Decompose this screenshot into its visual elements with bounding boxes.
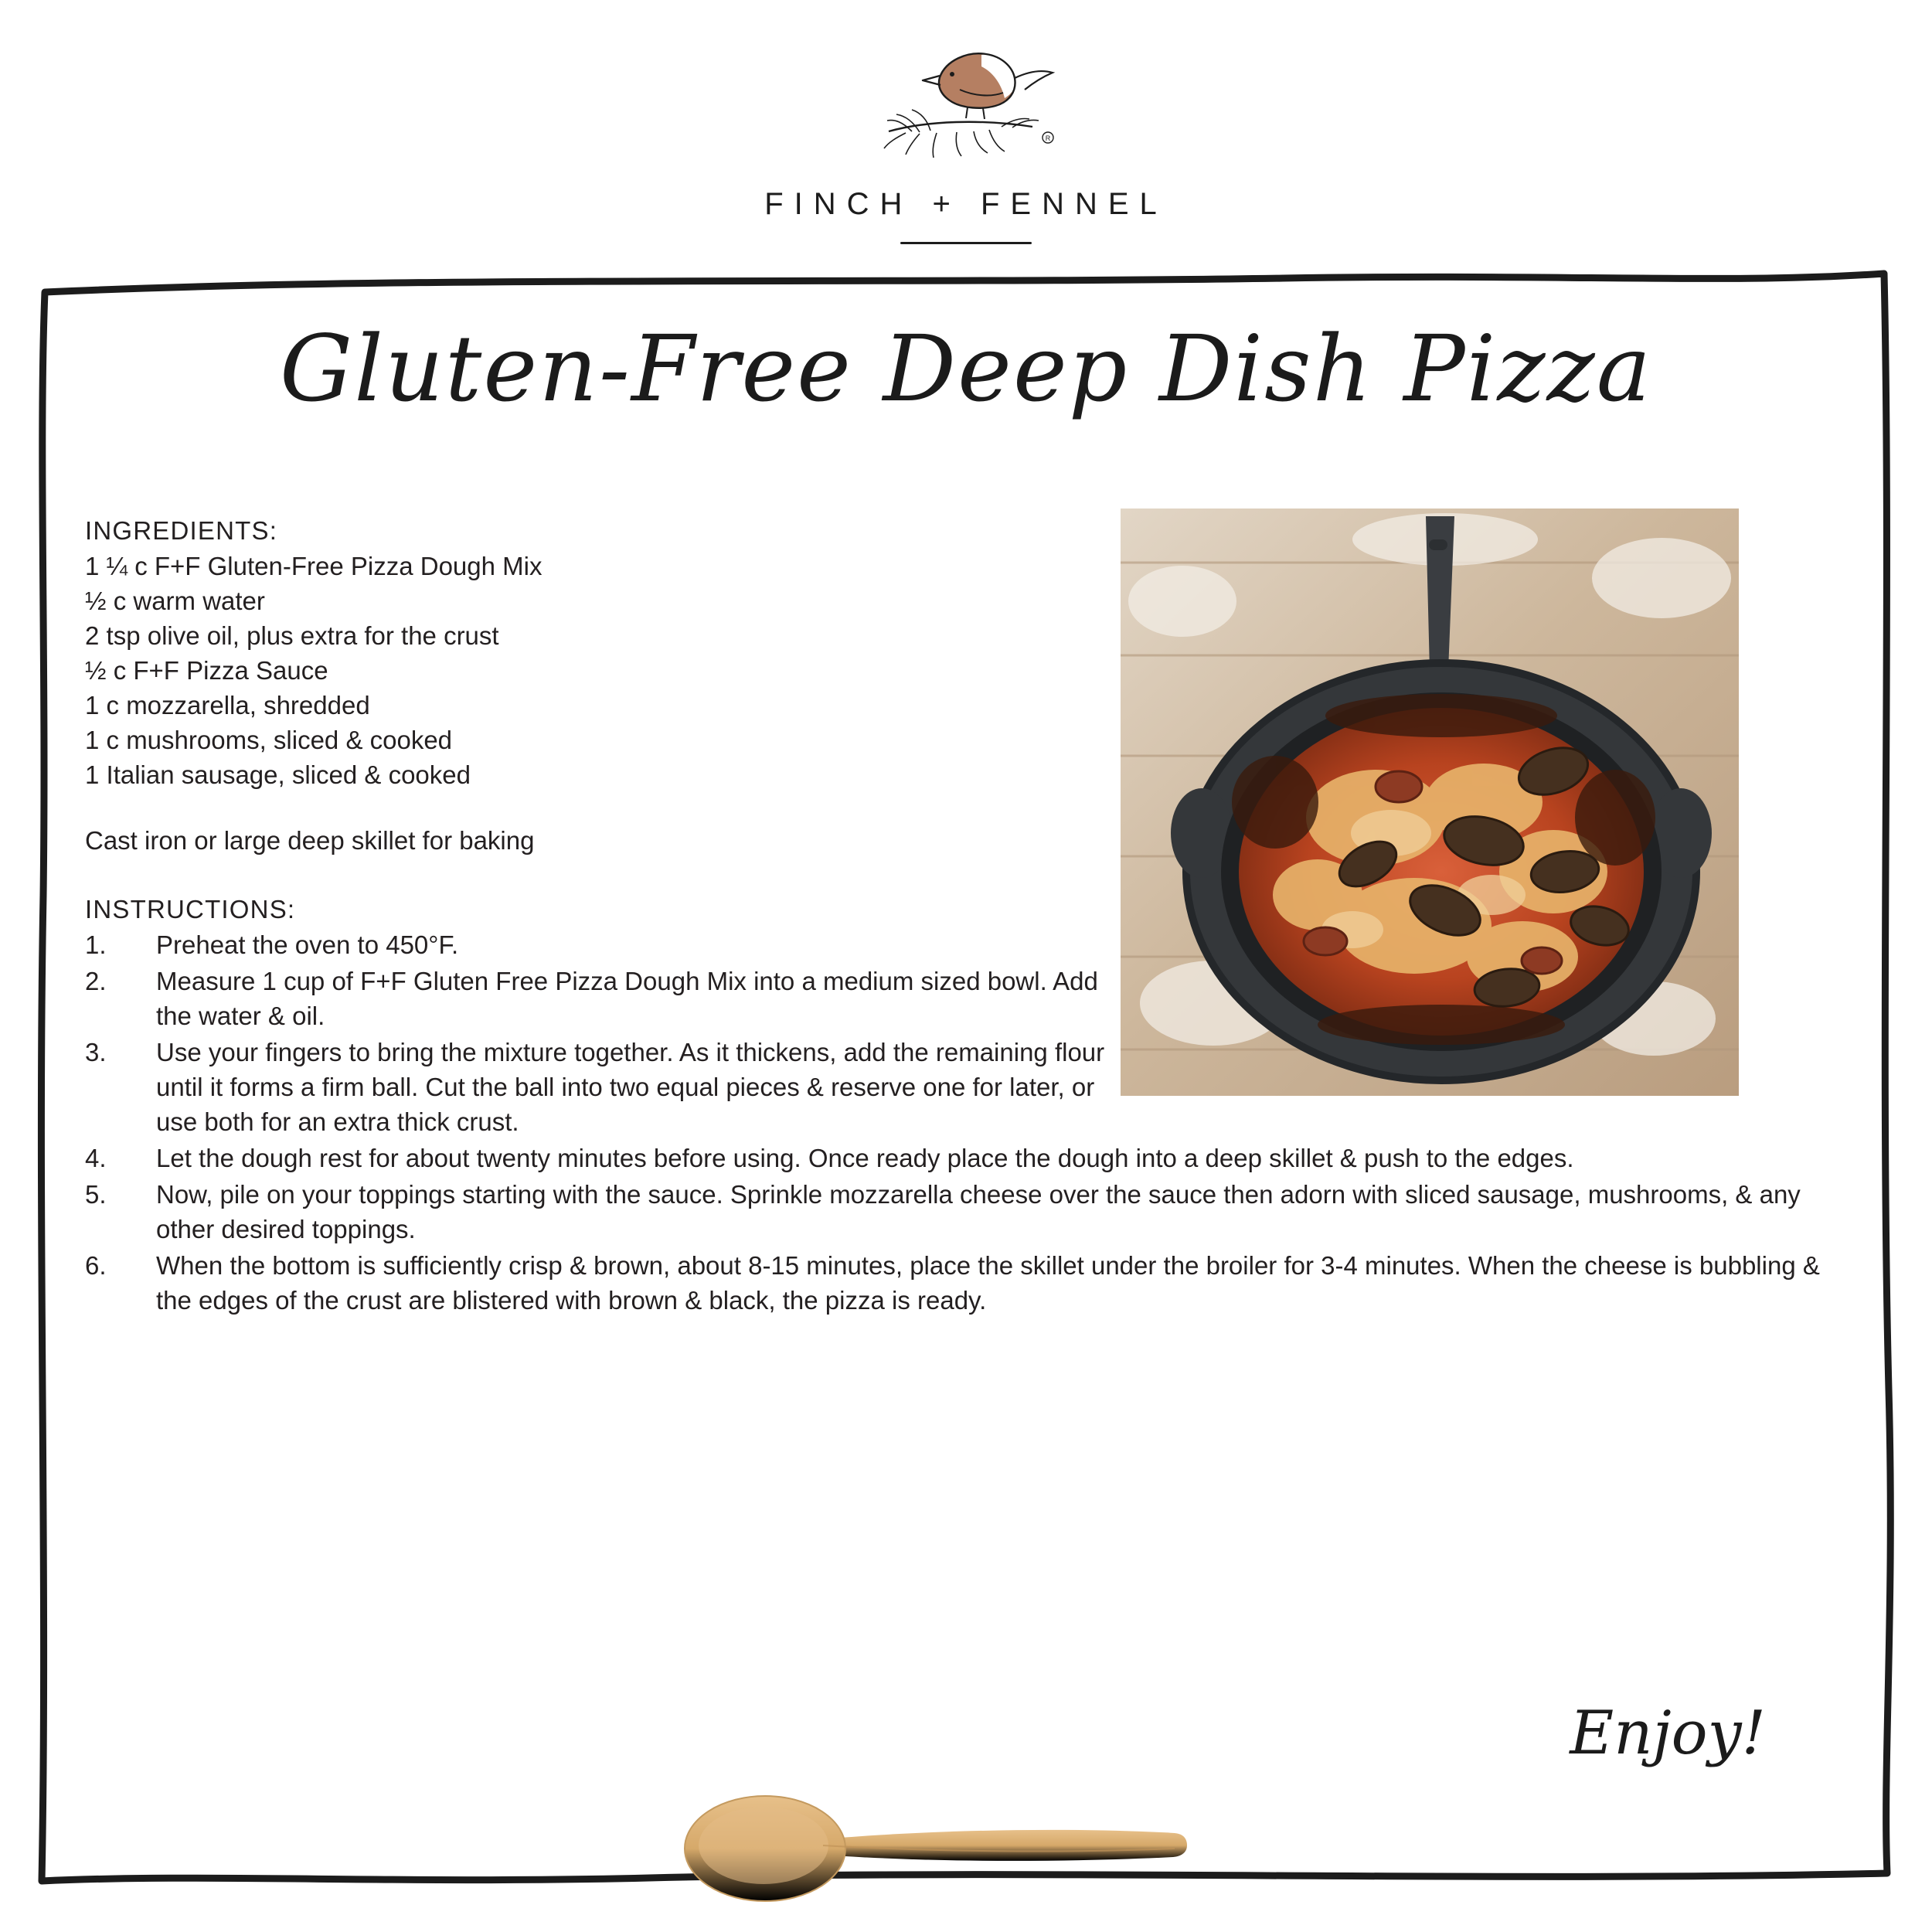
list-item: 1 Italian sausage, sliced & cooked <box>85 760 471 789</box>
brand-divider <box>900 242 1032 244</box>
list-item <box>85 927 1855 962</box>
step-text: Measure 1 cup of F+F Gluten Free Pizza Dough Mix into a medium sized bowl. Add the water & oil. <box>156 967 1098 1030</box>
recipe-body <box>85 516 1855 1319</box>
instructions-label: INSTRUCTIONS: <box>85 895 296 923</box>
step-text: Let the dough rest for about twenty minutes before using. Once ready place the dough into a deep skillet & push to the edges. <box>156 1144 1574 1172</box>
step-number: 4. <box>85 1144 107 1172</box>
step-number: 3. <box>85 1038 107 1066</box>
page-title: Gluten-Free Deep Dish Pizza <box>279 315 1653 422</box>
list-item <box>85 1177 1855 1247</box>
step-number: 6. <box>85 1251 107 1280</box>
list-item <box>85 964 1855 1033</box>
list-item: ½ c warm water <box>85 587 265 615</box>
step-number: 2. <box>85 967 107 995</box>
brand-name: FINCH + FENNEL <box>764 187 1168 221</box>
list-item: 1 c mozzarella, shredded <box>85 691 370 719</box>
ingredients-list <box>85 549 1090 792</box>
step-number: 5. <box>85 1180 107 1209</box>
ingredients-label: INGREDIENTS: <box>85 516 278 545</box>
list-item: 2 tsp olive oil, plus extra for the crust <box>85 621 499 650</box>
closing-signature: Enjoy! <box>1570 1699 1766 1768</box>
list-item <box>85 1035 1855 1139</box>
step-number: 1. <box>85 930 107 959</box>
bird-on-branch-icon <box>866 29 1066 176</box>
list-item <box>85 1248 1855 1318</box>
list-item: ½ c F+F Pizza Sauce <box>85 656 328 685</box>
step-text: Now, pile on your toppings starting with the sauce. Sprinkle mozzarella cheese over the sauce then adorn with sliced sausage, mushrooms, & any other desired toppings. <box>156 1180 1801 1243</box>
svg-text:R: R <box>1045 134 1051 142</box>
wooden-spoon-icon <box>665 1777 1206 1924</box>
list-item <box>85 1141 1855 1175</box>
brand-header <box>0 0 1932 244</box>
equipment-note: Cast iron or large deep skillet for baking <box>85 826 535 855</box>
recipe-card <box>31 261 1901 1892</box>
instructions-list <box>85 927 1855 1318</box>
step-text: Preheat the oven to 450°F. <box>156 930 459 959</box>
list-item: 1 ¼ c F+F Gluten-Free Pizza Dough Mix <box>85 552 543 580</box>
list-item: 1 c mushrooms, sliced & cooked <box>85 726 453 754</box>
step-text: Use your fingers to bring the mixture together. As it thickens, add the remaining flour until it forms a firm ball. Cut the ball into two equal pieces & reserve one for later, or use both for an extra thick crust. <box>156 1038 1105 1136</box>
step-text: When the bottom is sufficiently crisp & brown, about 8-15 minutes, place the skillet under the broiler for 3-4 minutes. When the cheese is bubbling & the edges of the crust are blistered with brown & black, the pizza is ready. <box>156 1251 1820 1315</box>
